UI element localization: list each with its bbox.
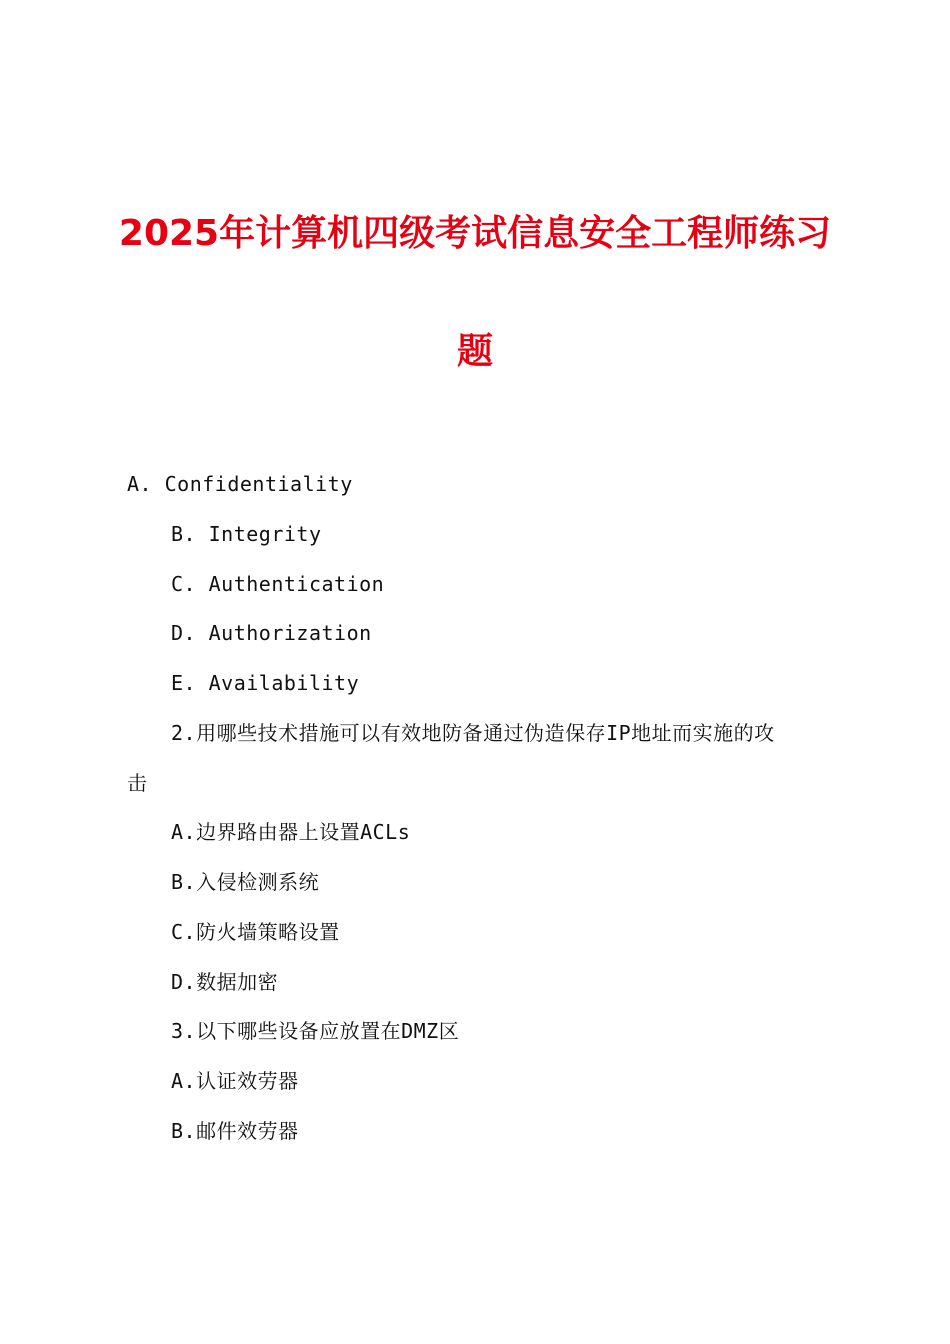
question-2-text-continued: 击	[127, 771, 148, 795]
question-2-option-b: B.入侵检测系统	[171, 870, 320, 894]
option-b-integrity: B. Integrity	[171, 522, 322, 546]
option-c-authentication: C. Authentication	[171, 572, 385, 596]
question-3-option-a: A.认证效劳器	[171, 1069, 299, 1093]
question-2-option-d: D.数据加密	[171, 970, 279, 994]
document-title-line-2: 题	[456, 331, 493, 372]
question-3-text: 3.以下哪些设备应放置在DMZ区	[171, 1019, 460, 1043]
option-a-confidentiality: A. Confidentiality	[127, 472, 353, 496]
question-2-option-a: A.边界路由器上设置ACLs	[171, 820, 411, 844]
question-2-option-c: C.防火墙策略设置	[171, 920, 340, 944]
question-2-text: 2.用哪些技术措施可以有效地防备通过伪造保存IP地址而实施的攻	[171, 721, 775, 745]
question-3-option-b: B.邮件效劳器	[171, 1119, 299, 1143]
option-e-availability: E. Availability	[171, 671, 360, 695]
document-title-line-1: 2025年计算机四级考试信息安全工程师练习	[118, 213, 832, 254]
option-d-authorization: D. Authorization	[171, 621, 372, 645]
